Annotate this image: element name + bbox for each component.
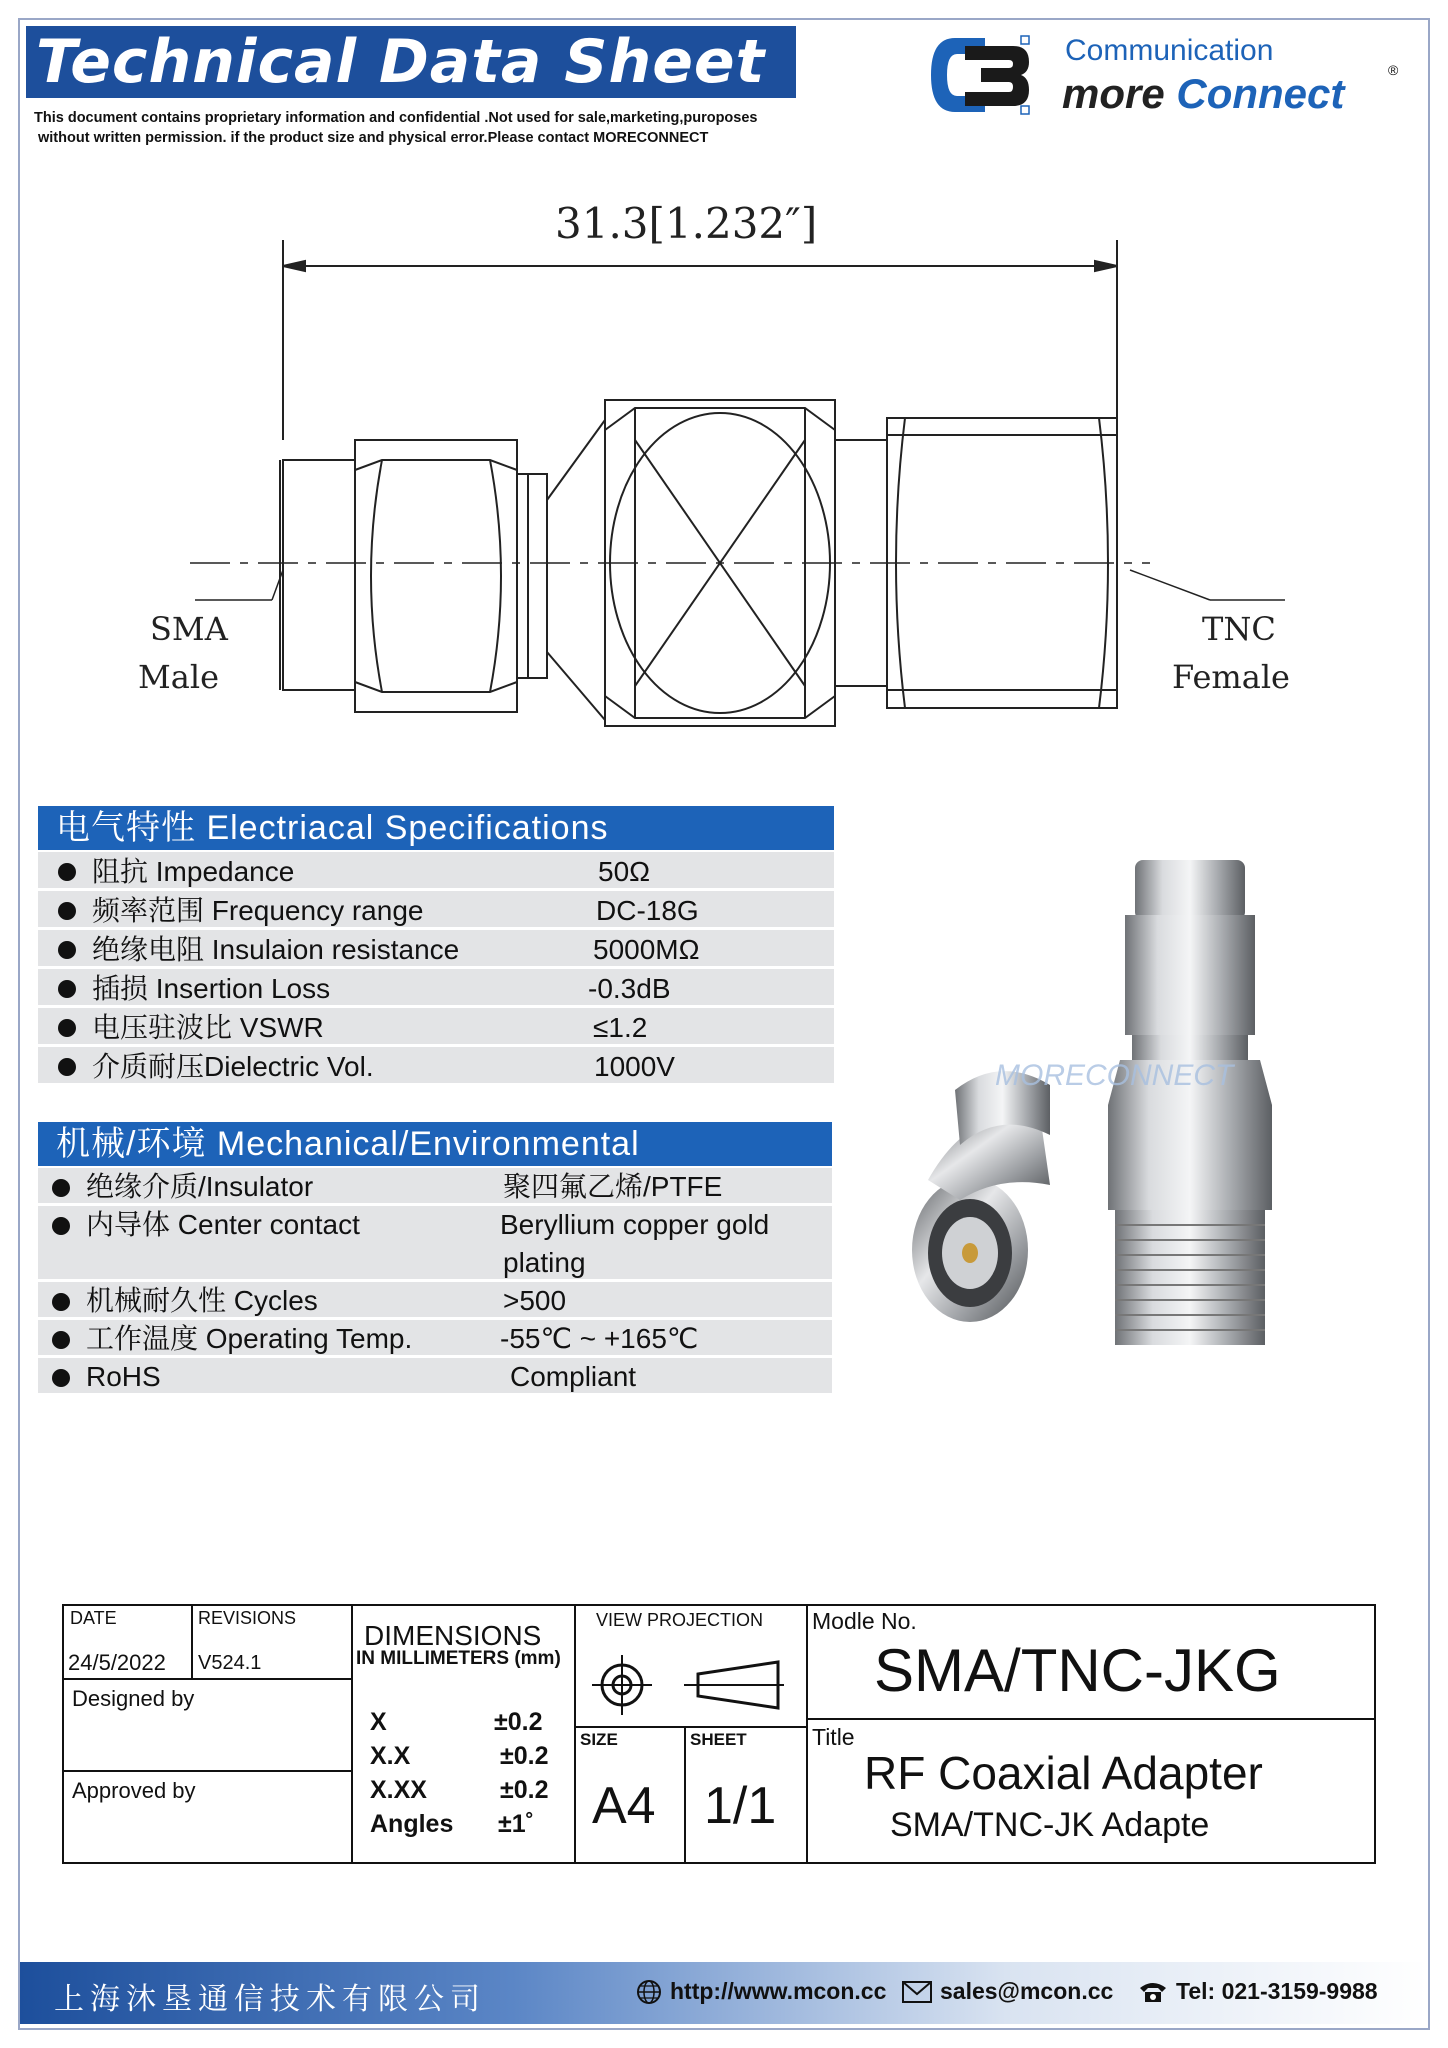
spec-value-cont: plating [503,1247,586,1278]
bullet-icon [58,1019,76,1037]
left-end-gender: Male [138,658,220,696]
model-value: SMA/TNC-JKG [874,1637,1281,1704]
footer-bar [20,1962,1428,2024]
title-line-2: SMA/TNC-JK Adapte [890,1806,1210,1844]
bullet-icon [52,1369,70,1387]
size-label: SIZE [580,1730,618,1749]
spec-value: -0.3dB [588,973,671,1004]
spec-row [38,852,834,891]
spec-label: 电压驻波比 VSWR [92,1012,324,1043]
spec-row [38,1358,832,1396]
telephone [1138,1978,1378,2005]
title-label: Title [812,1724,855,1750]
right-end-gender: Female [1172,658,1290,696]
spec-row [38,1047,834,1086]
spec-row [38,1206,832,1282]
bullet-icon [52,1331,70,1349]
brand-tagline: Communication [1065,34,1274,67]
bullet-icon [52,1293,70,1311]
spec-row [38,969,834,1008]
spec-value: ≤1.2 [593,1012,648,1043]
spec-label: 内导体 Center contact [86,1209,360,1240]
photo-watermark: MORECONNECT [995,1059,1234,1092]
bullet-icon [58,941,76,959]
spec-value: 50Ω [598,856,651,887]
electrical-specs-table [38,852,834,1086]
spec-value: >500 [503,1285,567,1316]
mechanical-specs-heading: 机械/环境 Mechanical/Environmental [38,1122,832,1166]
globe-icon [636,1979,662,2005]
product-photo [900,855,1320,1365]
title-block [62,1604,1376,1864]
dimensions-unit: IN MILLIMETERS (mm) [356,1648,561,1669]
mail-icon [902,1981,932,2003]
bullet-icon [58,863,76,881]
mc-logo-icon [925,32,1035,118]
approved-by-label: Approved by [72,1778,196,1803]
tolerance-key: X.X [370,1742,411,1770]
phone-icon [1138,1980,1168,2004]
bullet-icon [52,1217,70,1235]
page-title: Technical Data Sheet [26,26,796,98]
date-value: 24/5/2022 [68,1650,166,1675]
spec-label: 插损 Insertion Loss [92,973,331,1004]
tolerance-value: ±1˚ [498,1810,534,1838]
registered-mark: ® [1388,62,1399,78]
tolerance-key: X [370,1708,387,1736]
spec-value: Compliant [510,1361,637,1392]
spec-row [38,1168,832,1206]
left-end-type: SMA [150,610,228,648]
spec-value: DC-18G [596,895,699,926]
electrical-specs-heading: 电气特性 Electriacal Specifications [38,806,834,850]
technical-drawing [120,190,1320,730]
tolerance-key: X.XX [370,1776,427,1804]
bullet-icon [58,980,76,998]
size-value: A4 [592,1777,656,1835]
telephone-number: Tel: 021-3159-9988 [1176,1978,1378,2004]
email[interactable] [902,1978,1113,2005]
tolerance-value: ±0.2 [494,1708,543,1736]
dimensions-label: DIMENSIONS [364,1620,542,1651]
spec-row [38,1282,832,1320]
sheet-value: 1/1 [704,1777,777,1835]
disclaimer [34,108,824,148]
brand-name [1062,70,1344,118]
spec-label: 介质耐压Dielectric Vol. [92,1051,374,1082]
mechanical-specs-table [38,1168,832,1396]
right-end-type: TNC [1202,610,1276,648]
overall-length-dimension: 31.3[1.232″] [555,199,818,248]
spec-row [38,930,834,969]
title-line-1: RF Coaxial Adapter [864,1747,1263,1799]
brand-name-more: more [1062,70,1177,117]
spec-label: 频率范围 Frequency range [92,895,424,926]
spec-value: 5000MΩ [593,934,700,965]
first-angle-projection-icon [588,1650,788,1720]
spec-value: 聚四氟乙烯/PTFE [503,1171,723,1202]
company-name: 上海沐垦通信技术有限公司 [54,1982,486,2017]
spec-row [38,1008,834,1047]
revisions-label: REVISIONS [198,1608,297,1628]
email-address[interactable]: sales@mcon.cc [940,1978,1114,2004]
website[interactable] [636,1978,886,2005]
sheet-label: SHEET [690,1730,747,1749]
view-projection-label: VIEW PROJECTION [596,1610,764,1630]
disclaimer-line-2: without written permission. if the product size and physical error.Please contact MORECONNECT [38,130,709,146]
spec-label: 绝缘电阻 Insulaion resistance [92,934,460,965]
spec-label: 工作温度 Operating Temp. [86,1323,413,1354]
tolerance-value: ±0.2 [500,1776,549,1804]
bullet-icon [58,902,76,920]
bullet-icon [58,1058,76,1076]
spec-label: 阻抗 Impedance [92,856,295,887]
spec-label: 机械耐久性 Cycles [86,1285,318,1316]
date-label: DATE [70,1608,117,1628]
spec-value: Beryllium copper gold [500,1209,770,1240]
tolerance-value: ±0.2 [500,1742,549,1770]
disclaimer-line-1: This document contains proprietary information and confidential .Not used for sale,marketing,puroposes [34,110,758,126]
spec-label: RoHS [86,1361,161,1392]
website-url[interactable]: http://www.mcon.cc [670,1978,887,2004]
spec-row [38,891,834,930]
tolerance-key: Angles [370,1810,454,1838]
brand-name-connect: Connect [1176,70,1345,117]
designed-by-label: Designed by [72,1686,195,1711]
bullet-icon [52,1179,70,1197]
spec-value: -55℃ ~ +165℃ [500,1323,699,1354]
spec-label: 绝缘介质/Insulator [86,1171,314,1202]
model-label: Modle No. [812,1608,917,1634]
spec-row [38,1320,832,1358]
spec-value: 1000V [594,1051,675,1082]
revisions-value: V524.1 [198,1652,262,1674]
